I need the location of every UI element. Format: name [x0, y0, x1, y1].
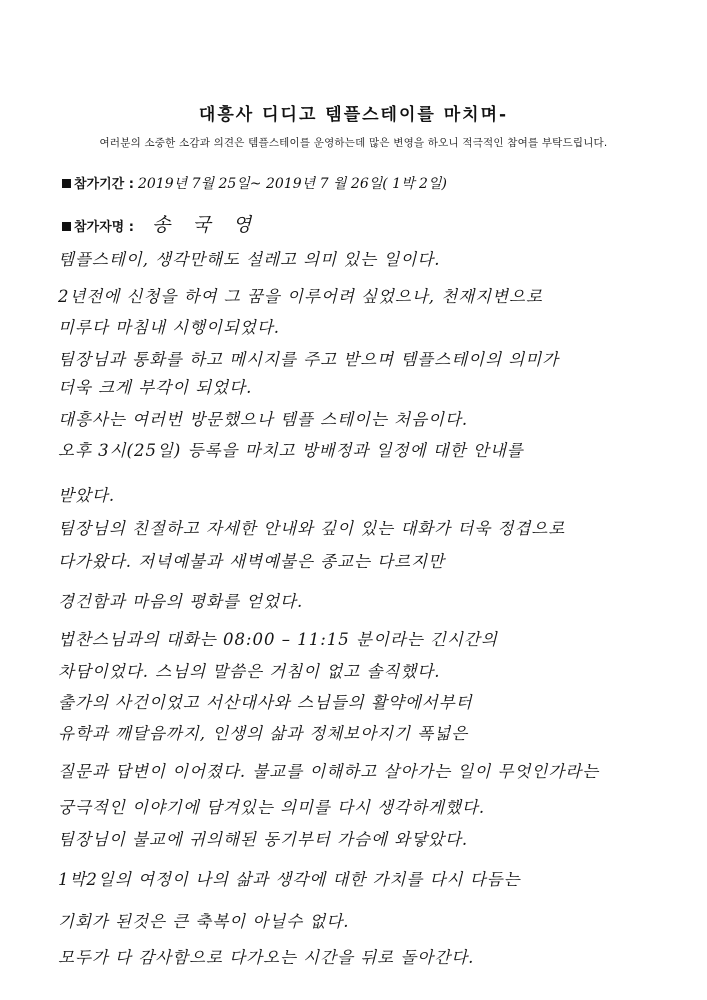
period-field [62, 173, 447, 193]
body-line-7: 오후 3시(25일) 등록을 마치고 방배정과 일정에 대한 안내를 [58, 441, 524, 460]
body-line-2: 2년전에 신청을 하여 그 꿈을 이루어려 싶었으나, 천재지변으로 [58, 287, 543, 306]
body-line-8: 받았다. [58, 486, 116, 505]
square-bullet-icon [62, 222, 71, 231]
body-line-13: 차담이었다. 스님의 말씀은 거침이 없고 솔직했다. [58, 662, 441, 681]
participant-label: 참가자명 : [74, 220, 134, 235]
body-line-11: 경건함과 마음의 평화를 얻었다. [58, 592, 304, 611]
body-line-19: 1박2일의 여정이 나의 삶과 생각에 대한 가치를 다시 다듬는 [58, 870, 521, 889]
body-line-12: 법찬스님과의 대화는 08:00 – 11:15 분이라는 긴시간의 [58, 630, 498, 649]
body-line-5: 더욱 크게 부각이 되었다. [58, 378, 253, 397]
page-title: 대흥사 디디고 템플스테이를 마치며- [198, 105, 509, 125]
body-line-6: 대흥사는 여러번 방문했으나 템플 스테이는 처음이다. [58, 410, 469, 429]
notice-text: 여러분의 소중한 소감과 의견은 템플스테이를 운영하는데 많은 변영을 하오니 적극적인 참여를 부탁드립니다. [99, 137, 608, 149]
body-line-1: 템플스테이, 생각만해도 설레고 의미 있는 일이다. [58, 250, 441, 269]
body-line-4: 팀장님과 통화를 하고 메시지를 주고 받으며 템플스테이의 의미가 [58, 350, 560, 369]
period-label: 참가기간 : [74, 177, 134, 192]
body-line-21: 모두가 다 감사함으로 다가오는 시간을 뒤로 돌아간다. [58, 948, 475, 967]
body-line-10: 다가왔다. 저녁예불과 새벽예불은 종교는 다르지만 [58, 552, 445, 571]
body-line-3: 미루다 마침내 시행이되었다. [58, 318, 281, 337]
period-value: 2019년 7월 25일~ 2019년 7 월 26일( 1박 2일) [137, 176, 447, 192]
body-line-18: 팀장님이 불교에 귀의해된 동기부터 가슴에 와닿았다. [58, 830, 469, 849]
body-line-15: 유학과 깨달음까지, 인생의 삶과 정체보아지기 폭넓은 [58, 724, 469, 743]
body-line-16: 질문과 답변이 이어졌다. 불교를 이해하고 살아가는 일이 무엇인가라는 [58, 762, 600, 781]
body-line-9: 팀장님의 친절하고 자세한 안내와 깊이 있는 대화가 더욱 정겹으로 [58, 519, 566, 538]
square-bullet-icon [62, 179, 71, 188]
participant-field [62, 210, 259, 237]
body-line-14: 출가의 사건이었고 서산대사와 스님들의 활약에서부터 [58, 693, 473, 712]
body-line-20: 기회가 된것은 큰 축복이 아닐수 없다. [58, 912, 350, 931]
participant-value: 송 국 영 [151, 214, 260, 236]
body-line-17: 궁극적인 이야기에 담겨있는 의미를 다시 생각하게했다. [58, 798, 486, 817]
